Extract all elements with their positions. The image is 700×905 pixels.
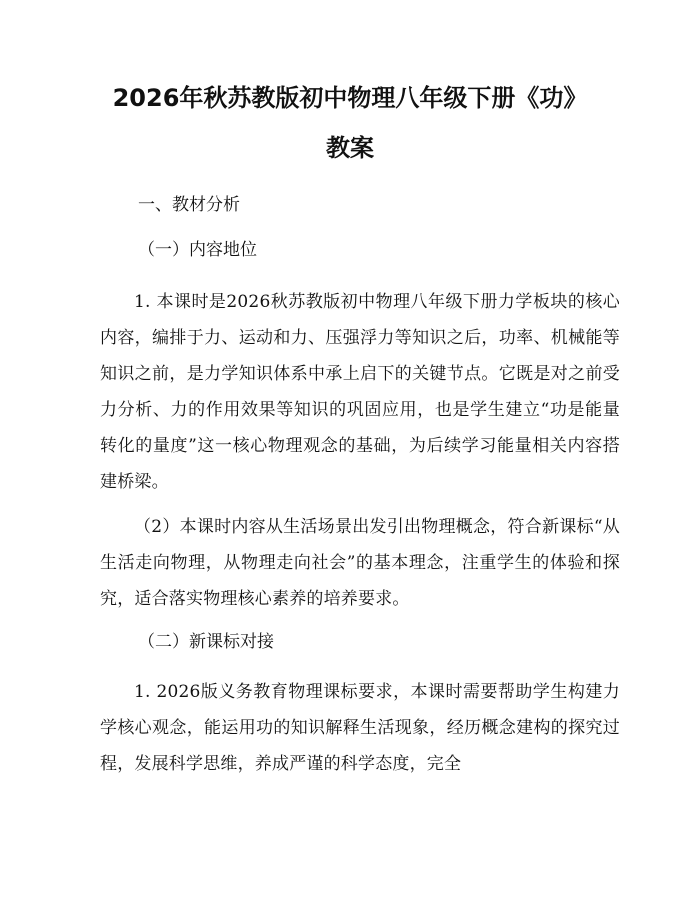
subsection-heading-content-position: （一）内容地位 — [138, 240, 257, 260]
subsection-heading-curriculum-standard: （二）新课标对接 — [138, 632, 274, 652]
paragraph-curriculum-standard: 1. 2026版义务教育物理课标要求，本课时需要帮助学生构建力学核心观念，能运用功的知识解释生活现象，经历概念建构的探究过程，发展科学思维，养成严谨的科学态度，完全 — [100, 682, 620, 774]
paragraph-curriculum-concept: （2）本课时内容从生活场景出发引出物理概念，符合新课标“从生活走向物理，从物理走向社会”的基本理念，注重学生的体验和探究，适合落实物理核心素养的培养要求。 — [100, 517, 620, 609]
document-title-line1: 2026年秋苏教版初中物理八年级下册《功》 — [112, 84, 588, 112]
section-heading-material-analysis: 一、教材分析 — [138, 195, 240, 215]
document-title-line2: 教案 — [326, 134, 374, 162]
paragraph-content-position: 1. 本课时是2026秋苏教版初中物理八年级下册力学板块的核心内容，编排于力、运动和力、压强浮力等知识之后，功率、机械能等知识之前，是力学知识体系中承上启下的关键节点。它既是对之前受力分析、力的作用效果等知识的巩固应用，也是学生建立“功是能量转化的量度”这一核心物理观念的基础，为后续学习能量相关内容搭建桥梁。 — [100, 292, 620, 492]
